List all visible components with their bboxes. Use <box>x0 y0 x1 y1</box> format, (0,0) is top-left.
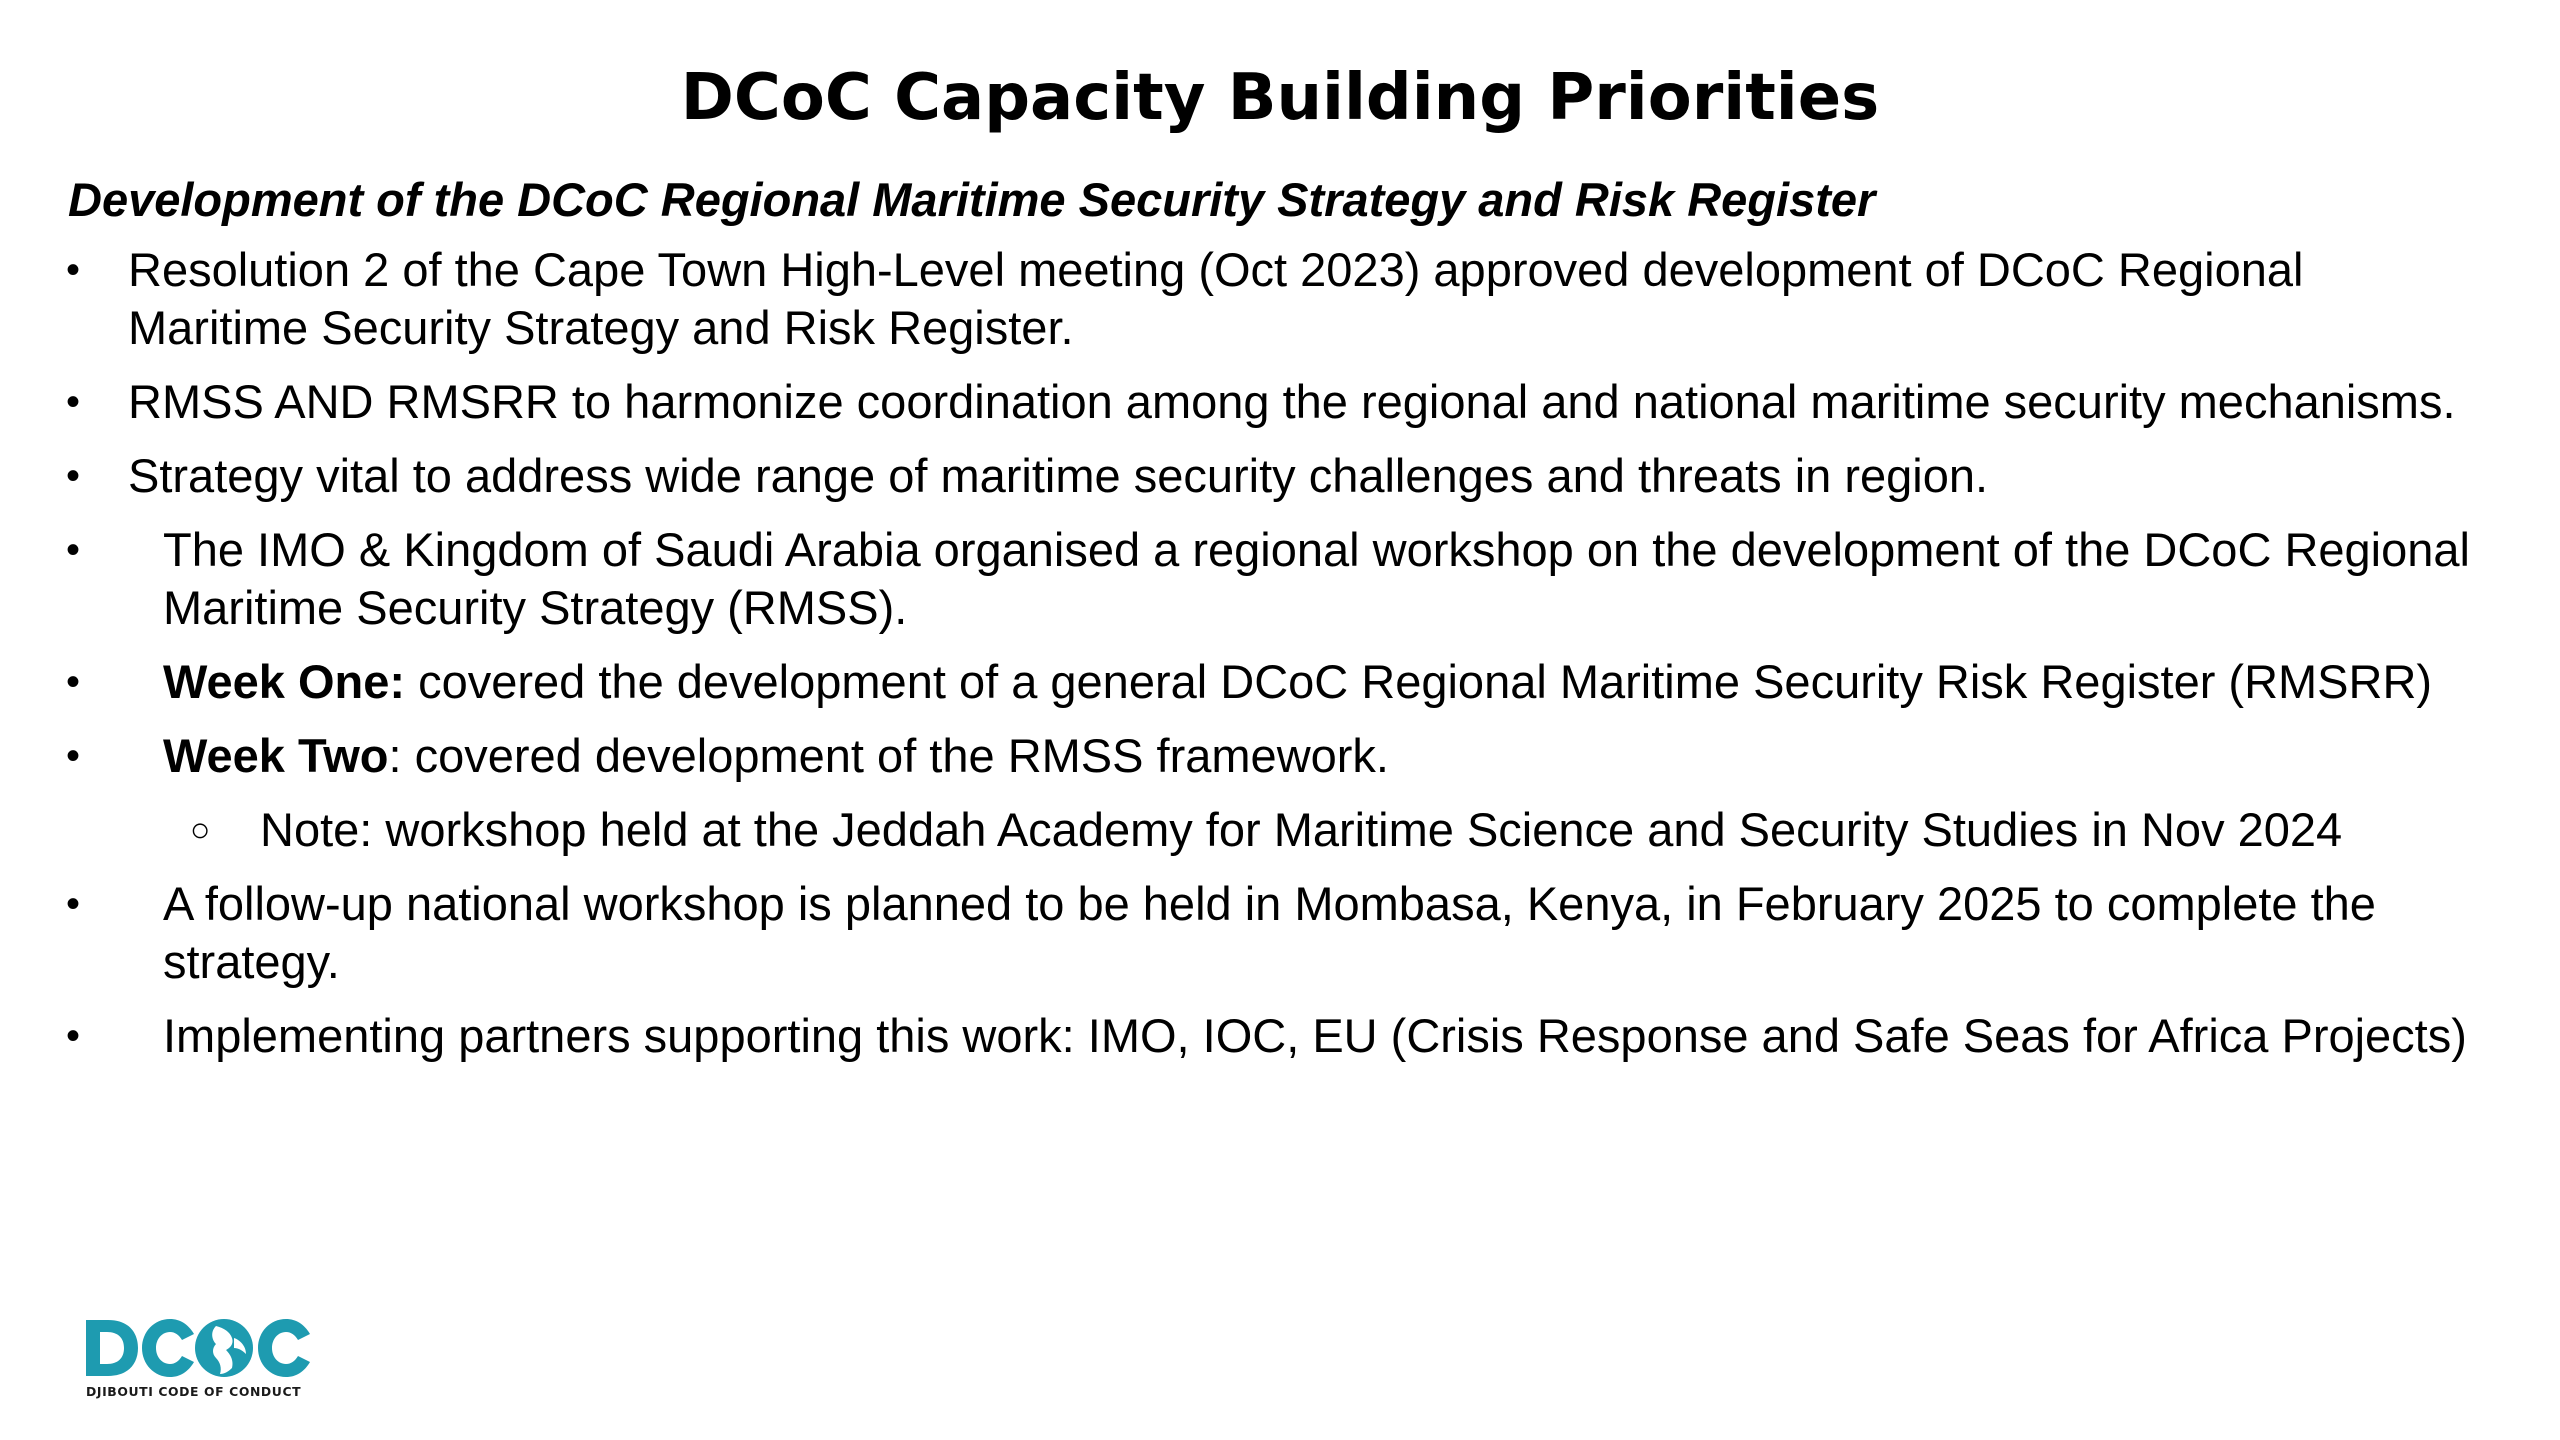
bullet-text: Resolution 2 of the Cape Town High-Level meeting (Oct 2023) approved development of DCoC Regional Maritime Security Strategy and Risk Register. <box>128 243 2304 354</box>
bullet-item <box>0 1007 2560 1065</box>
bullet-dot-icon: • <box>66 454 81 498</box>
sub-bullet-text: Note: workshop held at the Jeddah Academy for Maritime Science and Security Studies in Nov 2024 <box>260 803 2343 856</box>
bullet-text: A follow-up national workshop is planned to be held in Mombasa, Kenya, in February 2025 to complete the strategy. <box>163 877 2376 988</box>
slide-subtitle: Development of the DCoC Regional Maritime Security Strategy and Risk Register <box>68 173 1876 226</box>
bullet-text: Strategy vital to address wide range of maritime security challenges and threats in region. <box>128 449 1989 502</box>
sub-bullet-item <box>0 801 2560 859</box>
bullet-rest: covered the development of a general DCoC Regional Maritime Security Risk Register (RMSRR) <box>405 655 2433 708</box>
bullet-text: RMSS AND RMSRR to harmonize coordination among the regional and national maritime security mechanisms. <box>128 375 2456 428</box>
logo-tagline: DJIBOUTI CODE OF CONDUCT <box>86 1384 302 1399</box>
logo-letter-d <box>86 1320 138 1376</box>
bullet-list <box>0 241 2560 1081</box>
circle-bullet-icon: ○ <box>190 811 211 849</box>
logo-letter-c <box>142 1319 194 1377</box>
bullet-dot-icon: • <box>66 380 81 424</box>
bullet-text: The IMO & Kingdom of Saudi Arabia organised a regional workshop on the development of the DCoC Regional Maritime Security Strategy (RMSS). <box>163 523 2470 634</box>
bullet-text <box>163 653 2493 711</box>
bullet-dot-icon: • <box>66 882 81 926</box>
slide-title: DCoC Capacity Building Priorities <box>680 61 1880 135</box>
bullet-bold-lead: Week One: <box>163 655 406 708</box>
bullet-item <box>0 521 2560 637</box>
bullet-item <box>0 241 2560 357</box>
bullet-item <box>0 373 2560 431</box>
bullet-dot-icon: • <box>66 1014 81 1058</box>
bullet-dot-icon: • <box>66 528 81 572</box>
bullet-bold-lead: Week Two <box>163 729 389 782</box>
dcoc-logo <box>84 1316 324 1406</box>
bullet-dot-icon: • <box>66 660 81 704</box>
bullet-item <box>0 653 2560 711</box>
bullet-rest: : covered development of the RMSS framework. <box>388 729 1389 782</box>
bullet-dot-icon: • <box>66 734 81 778</box>
bullet-text: Implementing partners supporting this work: IMO, IOC, EU (Crisis Response and Safe Seas for Africa Projects) <box>163 1009 2467 1062</box>
bullet-item <box>0 447 2560 505</box>
bullet-text <box>163 727 2493 785</box>
bullet-dot-icon: • <box>66 248 81 292</box>
bullet-item <box>0 875 2560 991</box>
logo-letter-c <box>258 1319 310 1377</box>
bullet-item <box>0 727 2560 785</box>
